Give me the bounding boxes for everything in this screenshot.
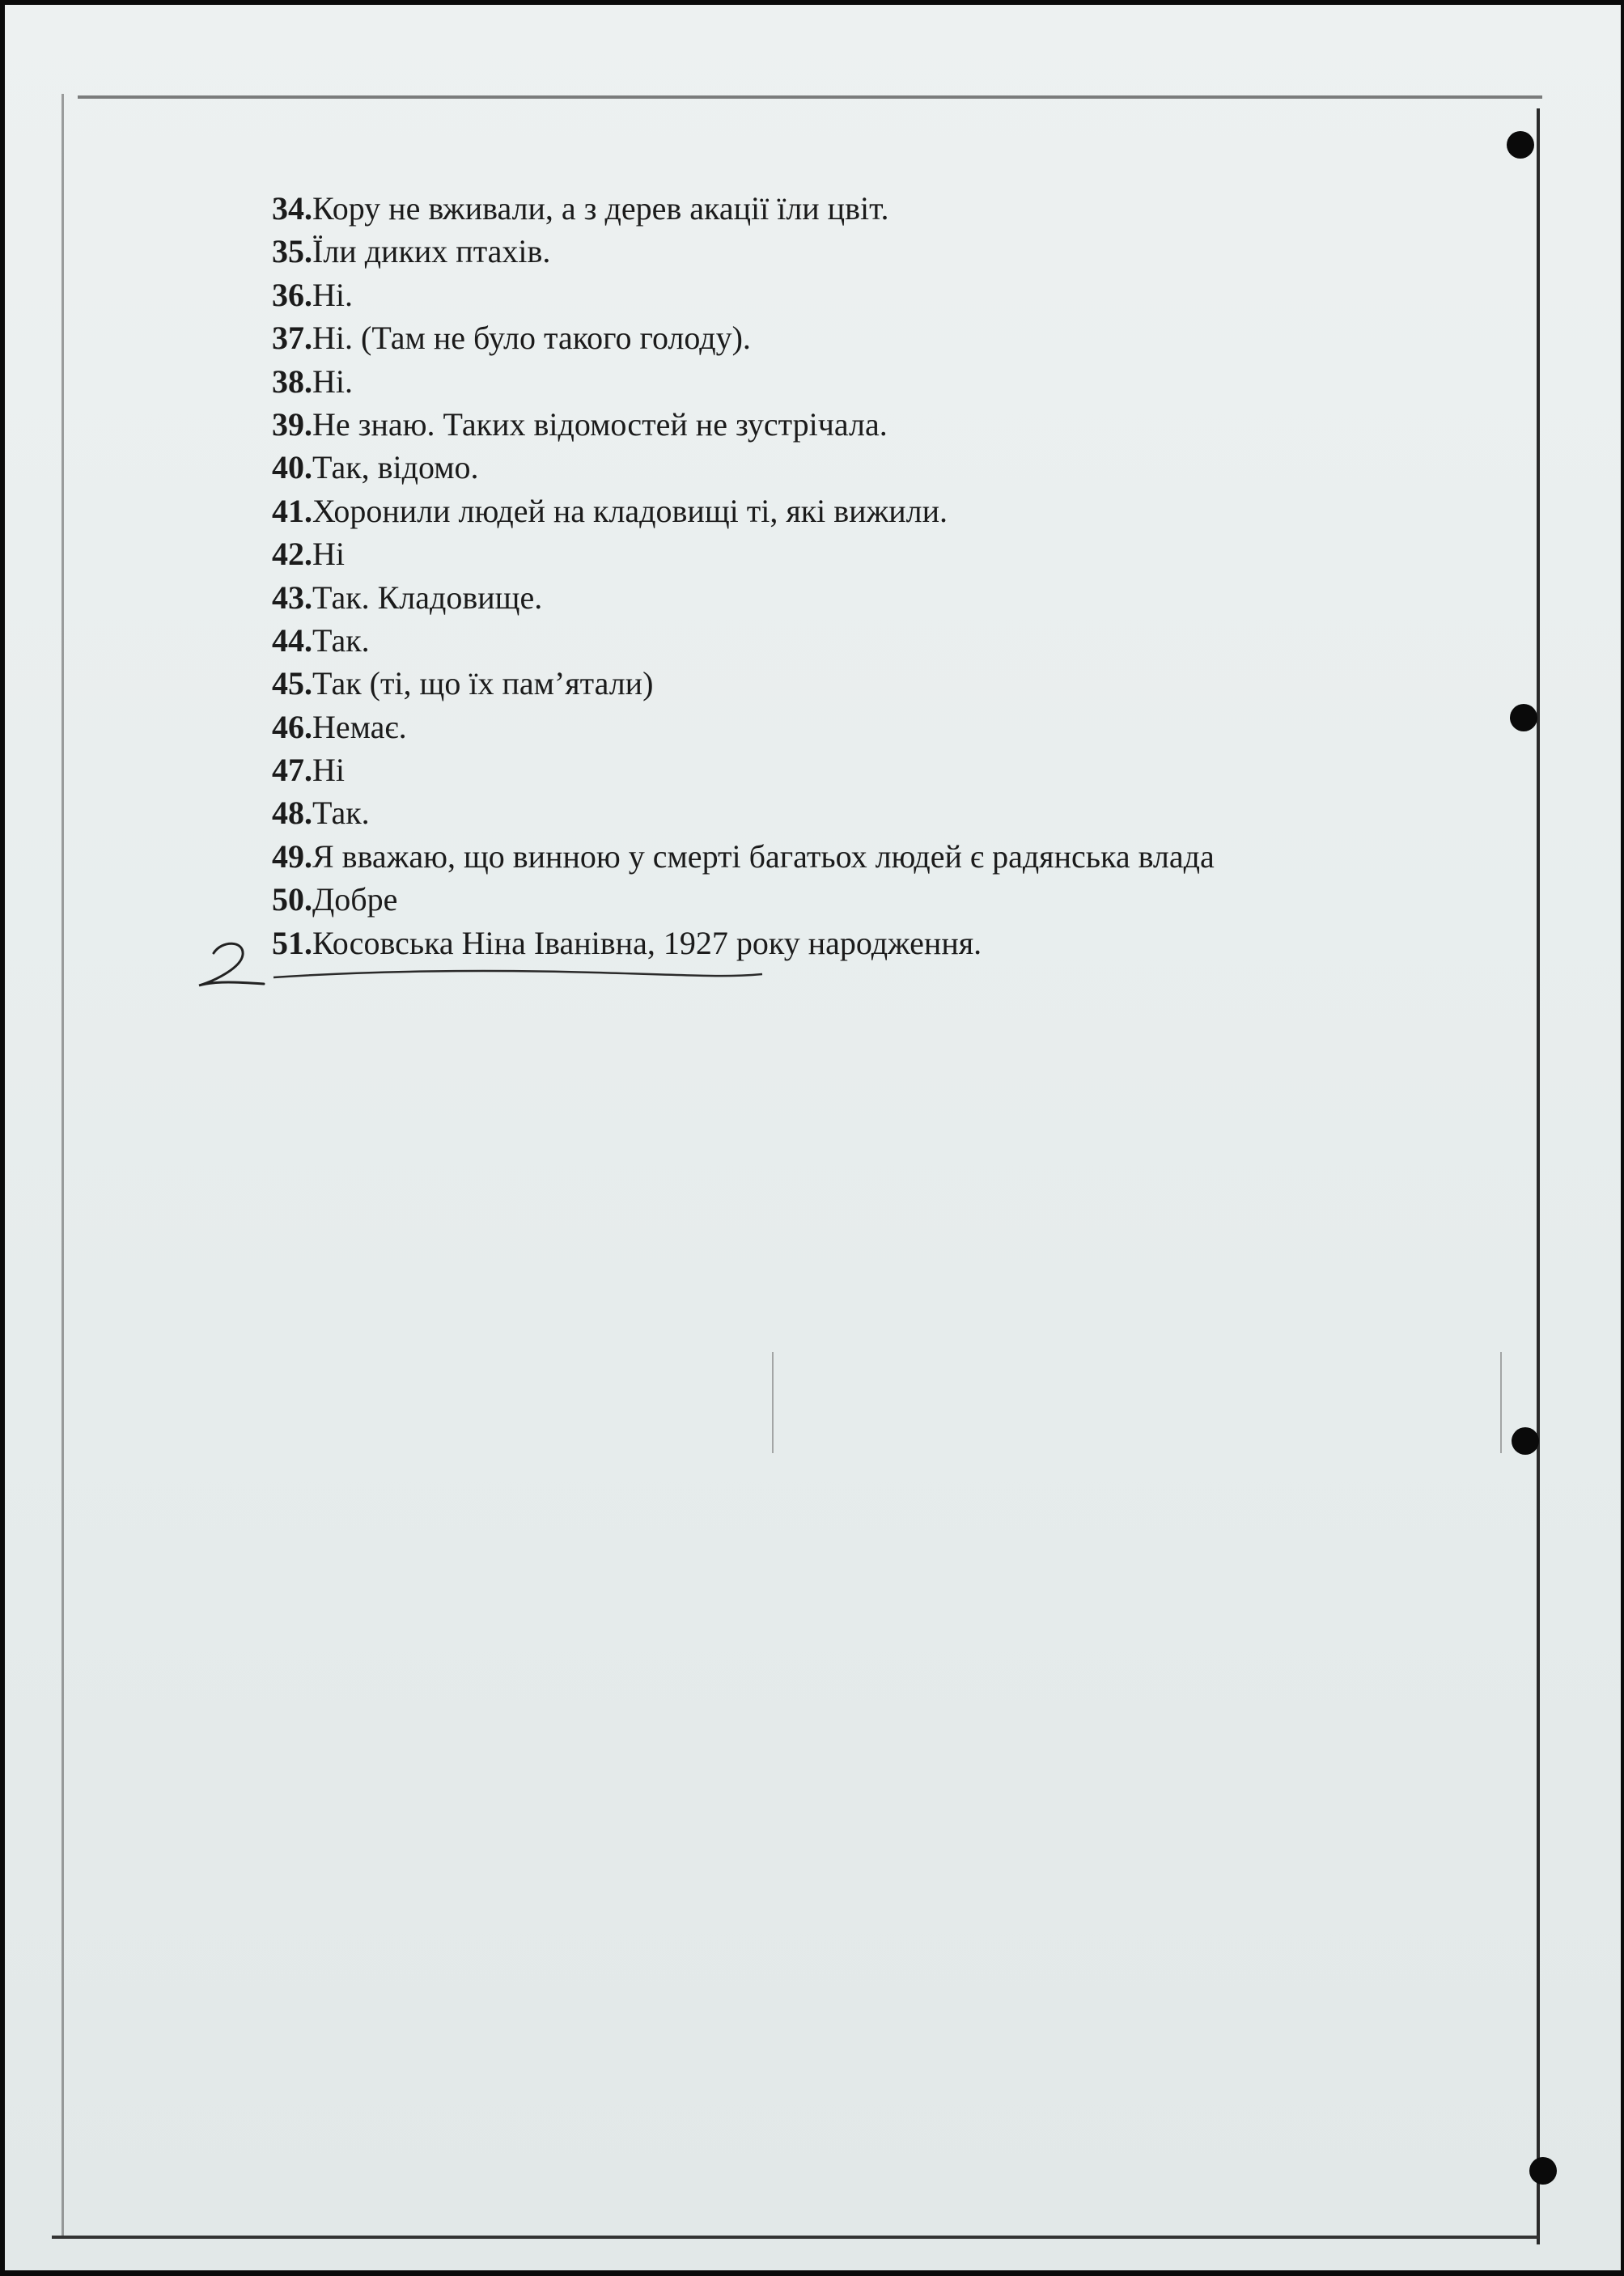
answer-item: [272, 835, 1215, 878]
answer-text: Ні: [312, 536, 345, 573]
answer-text: Так, відомо.: [312, 449, 479, 486]
answer-number: 36.: [272, 276, 312, 313]
answer-item: [272, 662, 1215, 705]
answer-number: 46.: [272, 708, 312, 745]
answer-text: Так. Кладовище.: [312, 579, 543, 616]
answer-text: Так.: [312, 621, 370, 659]
frame-border-bottom: [52, 2236, 1539, 2239]
frame-border-right: [1537, 108, 1540, 2244]
frame-border-top: [78, 95, 1542, 99]
faint-divider-line: [1500, 1352, 1502, 1453]
answer-text: Не знаю. Таких відомостей не зустрічала.: [312, 405, 888, 443]
answer-text: Ні. (Там не було такого голоду).: [312, 320, 751, 357]
answer-item: [272, 446, 1215, 489]
answer-text: Косовська Ніна Іванівна, 1927 року народження.: [312, 924, 982, 961]
punch-hole: [1510, 704, 1537, 731]
answer-text: Ні.: [312, 362, 353, 400]
answer-number: 51.: [272, 924, 312, 961]
answer-number: 48.: [272, 795, 312, 832]
punch-hole: [1512, 1427, 1539, 1455]
punch-hole: [1507, 131, 1534, 159]
answer-number: 39.: [272, 405, 312, 443]
answers-list: [272, 187, 1215, 964]
answer-text: Кору не вживали, а з дерев акації їли цвіт.: [312, 190, 889, 227]
answer-text: Немає.: [312, 708, 407, 745]
answer-item: [272, 532, 1215, 575]
answer-number: 42.: [272, 536, 312, 573]
answer-number: 35.: [272, 233, 312, 270]
faint-divider-line: [772, 1352, 774, 1453]
answer-item: [272, 619, 1215, 662]
answer-number: 49.: [272, 837, 312, 875]
answer-item: [272, 360, 1215, 403]
answer-item: [272, 230, 1215, 273]
answer-number: 37.: [272, 320, 312, 357]
answer-number: 41.: [272, 492, 312, 529]
answer-number: 40.: [272, 449, 312, 486]
answer-item: [272, 273, 1215, 316]
answer-number: 43.: [272, 579, 312, 616]
answer-number: 38.: [272, 362, 312, 400]
handwritten-underline: [272, 968, 765, 982]
answer-item: [272, 706, 1215, 748]
answer-text: Так (ті, що їх пам’ятали): [312, 665, 654, 702]
answer-text: Я вважаю, що винною у смерті багатьох людей є радянська влада: [312, 837, 1215, 875]
answer-item: [272, 922, 1215, 964]
answer-item: [272, 576, 1215, 619]
answer-text: Хоронили людей на кладовищі ті, які вижили.: [312, 492, 948, 529]
answer-text: Добре: [312, 881, 398, 918]
answer-text: Ні.: [312, 276, 353, 313]
answer-item: [272, 878, 1215, 921]
answer-number: 34.: [272, 190, 312, 227]
answer-item: [272, 748, 1215, 791]
answer-item: [272, 187, 1215, 230]
document-page: [5, 5, 1621, 2270]
frame-border-left: [61, 94, 64, 2238]
answer-item: [272, 490, 1215, 532]
answer-number: 50.: [272, 881, 312, 918]
answer-text: Так.: [312, 795, 370, 832]
punch-hole: [1529, 2157, 1557, 2185]
answer-number: 45.: [272, 665, 312, 702]
answer-item: [272, 316, 1215, 359]
answer-text: Ні: [312, 752, 345, 789]
answer-number: 47.: [272, 752, 312, 789]
answer-item: [272, 791, 1215, 834]
answer-text: Їли диких птахів.: [312, 233, 551, 270]
answer-number: 44.: [272, 621, 312, 659]
answer-item: [272, 403, 1215, 446]
handwritten-mark-2: [191, 935, 280, 992]
